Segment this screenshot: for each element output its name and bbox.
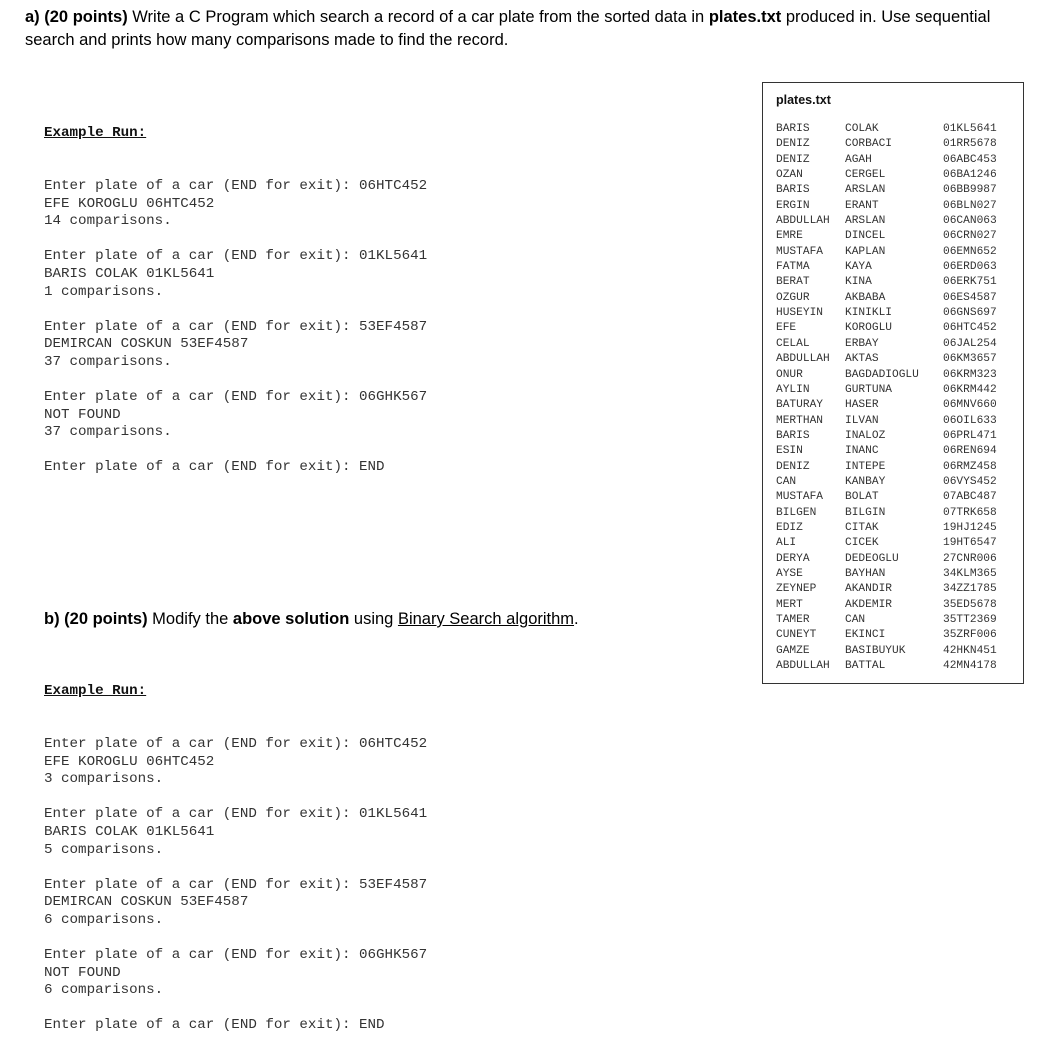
plates-file-box	[762, 82, 1024, 684]
plate-number: 19HT6547	[943, 537, 997, 550]
question-b-body-3: .	[574, 610, 579, 628]
question-a-label: a)	[25, 8, 40, 26]
plate-record-row	[776, 122, 1021, 137]
first-name: FATMA	[776, 261, 810, 274]
first-name: GAMZE	[776, 644, 810, 657]
blank-line	[44, 1000, 427, 1018]
plate-record-row	[776, 552, 1021, 567]
plate-number: 19HJ1245	[943, 521, 997, 534]
plate-number: 42MN4178	[943, 660, 997, 673]
console-line: Enter plate of a car (END for exit): 06HTC452	[44, 735, 428, 752]
plate-number: 01KL5641	[943, 123, 997, 135]
first-name: MUSTAFA	[776, 491, 823, 504]
binary-search-link-text: Binary Search algorithm	[397, 610, 575, 628]
last-name: CITAK	[845, 521, 879, 534]
first-name: ABDULLAH	[776, 353, 830, 366]
last-name: KOROGLU	[845, 322, 892, 335]
blank-line	[44, 231, 427, 249]
plate-number: 35ED5678	[943, 598, 997, 611]
first-name: ABDULLAH	[776, 215, 830, 228]
last-name: ERBAY	[845, 337, 879, 350]
last-name: ARSLAN	[845, 215, 886, 228]
plate-record-row	[776, 153, 1021, 168]
last-name: KINA	[845, 276, 872, 289]
first-name: BARIS	[776, 429, 810, 442]
example-run-a-title: Example Run:	[44, 125, 147, 142]
last-name: ERANT	[845, 199, 879, 212]
console-line: Enter plate of a car (END for exit): 53EF4587	[44, 876, 428, 893]
plate-number: 34KLM365	[943, 567, 997, 580]
last-name: DINCEL	[845, 230, 886, 243]
plate-record-row	[776, 490, 1021, 505]
plate-number: 27CNR006	[943, 552, 997, 565]
first-name: MUSTAFA	[776, 245, 823, 258]
plate-record-row	[776, 183, 1021, 198]
plate-number: 06MNV660	[943, 399, 997, 412]
console-line: 3 comparisons.	[44, 771, 164, 788]
plate-number: 06CRN027	[943, 230, 997, 243]
plate-record-row	[776, 214, 1021, 229]
first-name: OZAN	[776, 169, 803, 182]
plate-record-row	[776, 567, 1021, 582]
last-name: AGAH	[845, 153, 872, 166]
first-name: EFE	[776, 322, 797, 335]
plate-number: 42HKN451	[943, 644, 997, 657]
plate-number: 06BA1246	[943, 169, 997, 182]
plate-number: 06ES4587	[943, 291, 997, 304]
plate-record-row	[776, 337, 1021, 352]
example-run-a-lines	[44, 178, 427, 477]
first-name: EDIZ	[776, 521, 803, 534]
plate-record-row	[776, 306, 1021, 321]
plate-record-row	[776, 598, 1021, 613]
plate-record-row	[776, 199, 1021, 214]
first-name: ESIN	[776, 445, 803, 458]
last-name: BATTAL	[845, 660, 886, 673]
plate-number: 06EMN652	[943, 245, 997, 258]
plate-record-row	[776, 475, 1021, 490]
console-line: 14 comparisons.	[44, 213, 172, 230]
first-name: DENIZ	[776, 138, 810, 151]
plates-file-rows	[776, 122, 1021, 674]
plate-number: 06KRM323	[943, 368, 997, 381]
last-name: KAYA	[845, 261, 872, 274]
last-name: COLAK	[845, 123, 879, 135]
plate-record-row	[776, 275, 1021, 290]
plate-number: 35TT2369	[943, 614, 997, 626]
last-name: ARSLAN	[845, 184, 886, 197]
console-line: DEMIRCAN COSKUN 53EF4587	[44, 336, 249, 353]
first-name: CELAL	[776, 337, 810, 350]
plate-number: 06VYS452	[943, 475, 997, 488]
question-b-text	[44, 608, 744, 631]
plate-number: 06ERK751	[943, 276, 997, 289]
last-name: INTEPE	[845, 460, 886, 473]
last-name: KAPLAN	[845, 245, 886, 258]
first-name: DENIZ	[776, 460, 810, 473]
last-name: INANC	[845, 445, 879, 458]
first-name: HUSEYIN	[776, 307, 823, 320]
console-line: BARIS COLAK 01KL5641	[44, 823, 215, 840]
first-name: ONUR	[776, 368, 803, 381]
last-name: AKTAS	[845, 353, 879, 366]
first-name: MERTHAN	[776, 414, 823, 427]
plate-number: 06CAN063	[943, 215, 997, 228]
plate-number: 01RR5678	[943, 138, 997, 151]
plate-number: 06KM3657	[943, 353, 997, 366]
plate-number: 06GNS697	[943, 307, 997, 320]
plate-record-row	[776, 521, 1021, 536]
last-name: BILGIN	[845, 506, 886, 519]
last-name: BOLAT	[845, 491, 879, 504]
plate-number: 06RMZ458	[943, 460, 997, 473]
console-line: Enter plate of a car (END for exit): 01KL5641	[44, 806, 428, 823]
console-line: Enter plate of a car (END for exit): 01KL5641	[44, 248, 428, 265]
console-line: Enter plate of a car (END for exit): 06HTC452	[44, 177, 428, 194]
example-run-a	[44, 90, 427, 495]
plate-number: 35ZRF006	[943, 629, 997, 642]
plate-record-row	[776, 628, 1021, 643]
last-name: CICEK	[845, 537, 879, 550]
console-line: Enter plate of a car (END for exit): 06GHK567	[44, 389, 428, 406]
first-name: AYSE	[776, 567, 803, 580]
example-run-b-title: Example Run:	[44, 683, 147, 700]
blank-line	[44, 930, 427, 948]
first-name: ABDULLAH	[776, 660, 830, 673]
plate-record-row	[776, 321, 1021, 336]
console-line: 37 comparisons.	[44, 353, 172, 370]
plate-number: 07ABC487	[943, 491, 997, 504]
console-line: EFE KOROGLU 06HTC452	[44, 753, 215, 770]
last-name: DEDEOGLU	[845, 552, 899, 565]
question-b-body-1: Modify the	[147, 610, 233, 628]
last-name: EKINCI	[845, 629, 886, 642]
console-line: Enter plate of a car (END for exit): END	[44, 459, 385, 476]
last-name: HASER	[845, 399, 879, 412]
last-name: ILVAN	[845, 414, 879, 427]
example-run-b-lines	[44, 736, 427, 1035]
console-line: 6 comparisons.	[44, 911, 164, 928]
first-name: ALI	[776, 537, 797, 550]
question-a-body-2: produced in. Use sequential search and prints how many comparisons made to find the record.	[25, 8, 991, 49]
plate-number: 06BB9987	[943, 184, 997, 197]
plate-number: 06JAL254	[943, 337, 997, 350]
plate-record-row	[776, 429, 1021, 444]
last-name: AKANDIR	[845, 583, 892, 596]
blank-line	[44, 301, 427, 319]
blank-line	[44, 859, 427, 877]
plate-record-row	[776, 506, 1021, 521]
plate-number: 06OIL633	[943, 414, 997, 427]
last-name: BAYHAN	[845, 567, 886, 580]
question-a-text	[25, 6, 1035, 52]
plate-number: 06PRL471	[943, 429, 997, 442]
plate-record-row	[776, 582, 1021, 597]
last-name: KANBAY	[845, 475, 886, 488]
plate-number: 06HTC452	[943, 322, 997, 335]
first-name: BATURAY	[776, 399, 823, 412]
question-a-filename: plates.txt	[708, 8, 782, 26]
plate-number: 06BLN027	[943, 199, 997, 212]
console-line: Enter plate of a car (END for exit): END	[44, 1017, 385, 1034]
console-line: BARIS COLAK 01KL5641	[44, 265, 215, 282]
plate-record-row	[776, 659, 1021, 674]
plate-record-row	[776, 291, 1021, 306]
question-a-body-1: Write a C Program which search a record of a car plate from the sorted data in	[127, 8, 709, 26]
plate-number: 07TRK658	[943, 506, 997, 519]
question-a-points: (20 points)	[44, 8, 128, 26]
console-line: 6 comparisons.	[44, 982, 164, 999]
plate-number: 06KRM442	[943, 383, 997, 396]
first-name: EMRE	[776, 230, 803, 243]
plate-record-row	[776, 229, 1021, 244]
plate-record-row	[776, 613, 1021, 628]
example-run-b	[44, 648, 427, 1053]
plate-record-row	[776, 383, 1021, 398]
plate-record-row	[776, 368, 1021, 383]
plate-record-row	[776, 644, 1021, 659]
last-name: CERGEL	[845, 169, 886, 182]
first-name: BARIS	[776, 184, 810, 197]
question-b-body-2: using	[349, 610, 398, 628]
last-name: AKBABA	[845, 291, 886, 304]
first-name: BERAT	[776, 276, 810, 289]
plate-record-row	[776, 398, 1021, 413]
last-name: CORBACI	[845, 138, 892, 151]
plate-record-row	[776, 137, 1021, 152]
plate-record-row	[776, 168, 1021, 183]
first-name: ERGIN	[776, 199, 810, 212]
console-line: Enter plate of a car (END for exit): 06GHK567	[44, 947, 428, 964]
plate-record-row	[776, 536, 1021, 551]
plate-record-row	[776, 245, 1021, 260]
plate-record-row	[776, 444, 1021, 459]
first-name: ZEYNEP	[776, 583, 817, 596]
question-b-label: b)	[44, 610, 60, 628]
blank-line	[44, 372, 427, 390]
question-b-points: (20 points)	[64, 610, 148, 628]
first-name: DERYA	[776, 552, 810, 565]
last-name: GURTUNA	[845, 383, 892, 396]
last-name: AKDEMIR	[845, 598, 892, 611]
question-b-bold: above solution	[232, 610, 350, 628]
first-name: CAN	[776, 475, 797, 488]
console-line: 1 comparisons.	[44, 283, 164, 300]
plate-number: 06ERD063	[943, 261, 997, 274]
console-line: DEMIRCAN COSKUN 53EF4587	[44, 894, 249, 911]
last-name: BAGDADIOGLU	[845, 368, 919, 381]
plate-record-row	[776, 352, 1021, 367]
plate-number: 06REN694	[943, 445, 997, 458]
console-line: EFE KOROGLU 06HTC452	[44, 195, 215, 212]
plate-record-row	[776, 414, 1021, 429]
first-name: OZGUR	[776, 291, 810, 304]
first-name: TAMER	[776, 614, 810, 626]
first-name: BILGEN	[776, 506, 817, 519]
first-name: DENIZ	[776, 153, 810, 166]
console-line: NOT FOUND	[44, 406, 121, 423]
console-line: 5 comparisons.	[44, 841, 164, 858]
console-line: 37 comparisons.	[44, 424, 172, 441]
last-name: CAN	[845, 614, 866, 626]
plate-record-row	[776, 460, 1021, 475]
console-line: Enter plate of a car (END for exit): 53EF4587	[44, 318, 428, 335]
plates-file-title: plates.txt	[776, 93, 831, 107]
first-name: CUNEYT	[776, 629, 817, 642]
plate-number: 34ZZ1785	[943, 583, 997, 596]
last-name: BASIBUYUK	[845, 644, 906, 657]
blank-line	[44, 442, 427, 460]
plate-record-row	[776, 260, 1021, 275]
last-name: INALOZ	[845, 429, 886, 442]
last-name: KINIKLI	[845, 307, 892, 320]
blank-line	[44, 789, 427, 807]
plate-number: 06ABC453	[943, 153, 997, 166]
first-name: BARIS	[776, 123, 810, 135]
first-name: MERT	[776, 598, 803, 611]
first-name: AYLIN	[776, 383, 810, 396]
console-line: NOT FOUND	[44, 964, 121, 981]
